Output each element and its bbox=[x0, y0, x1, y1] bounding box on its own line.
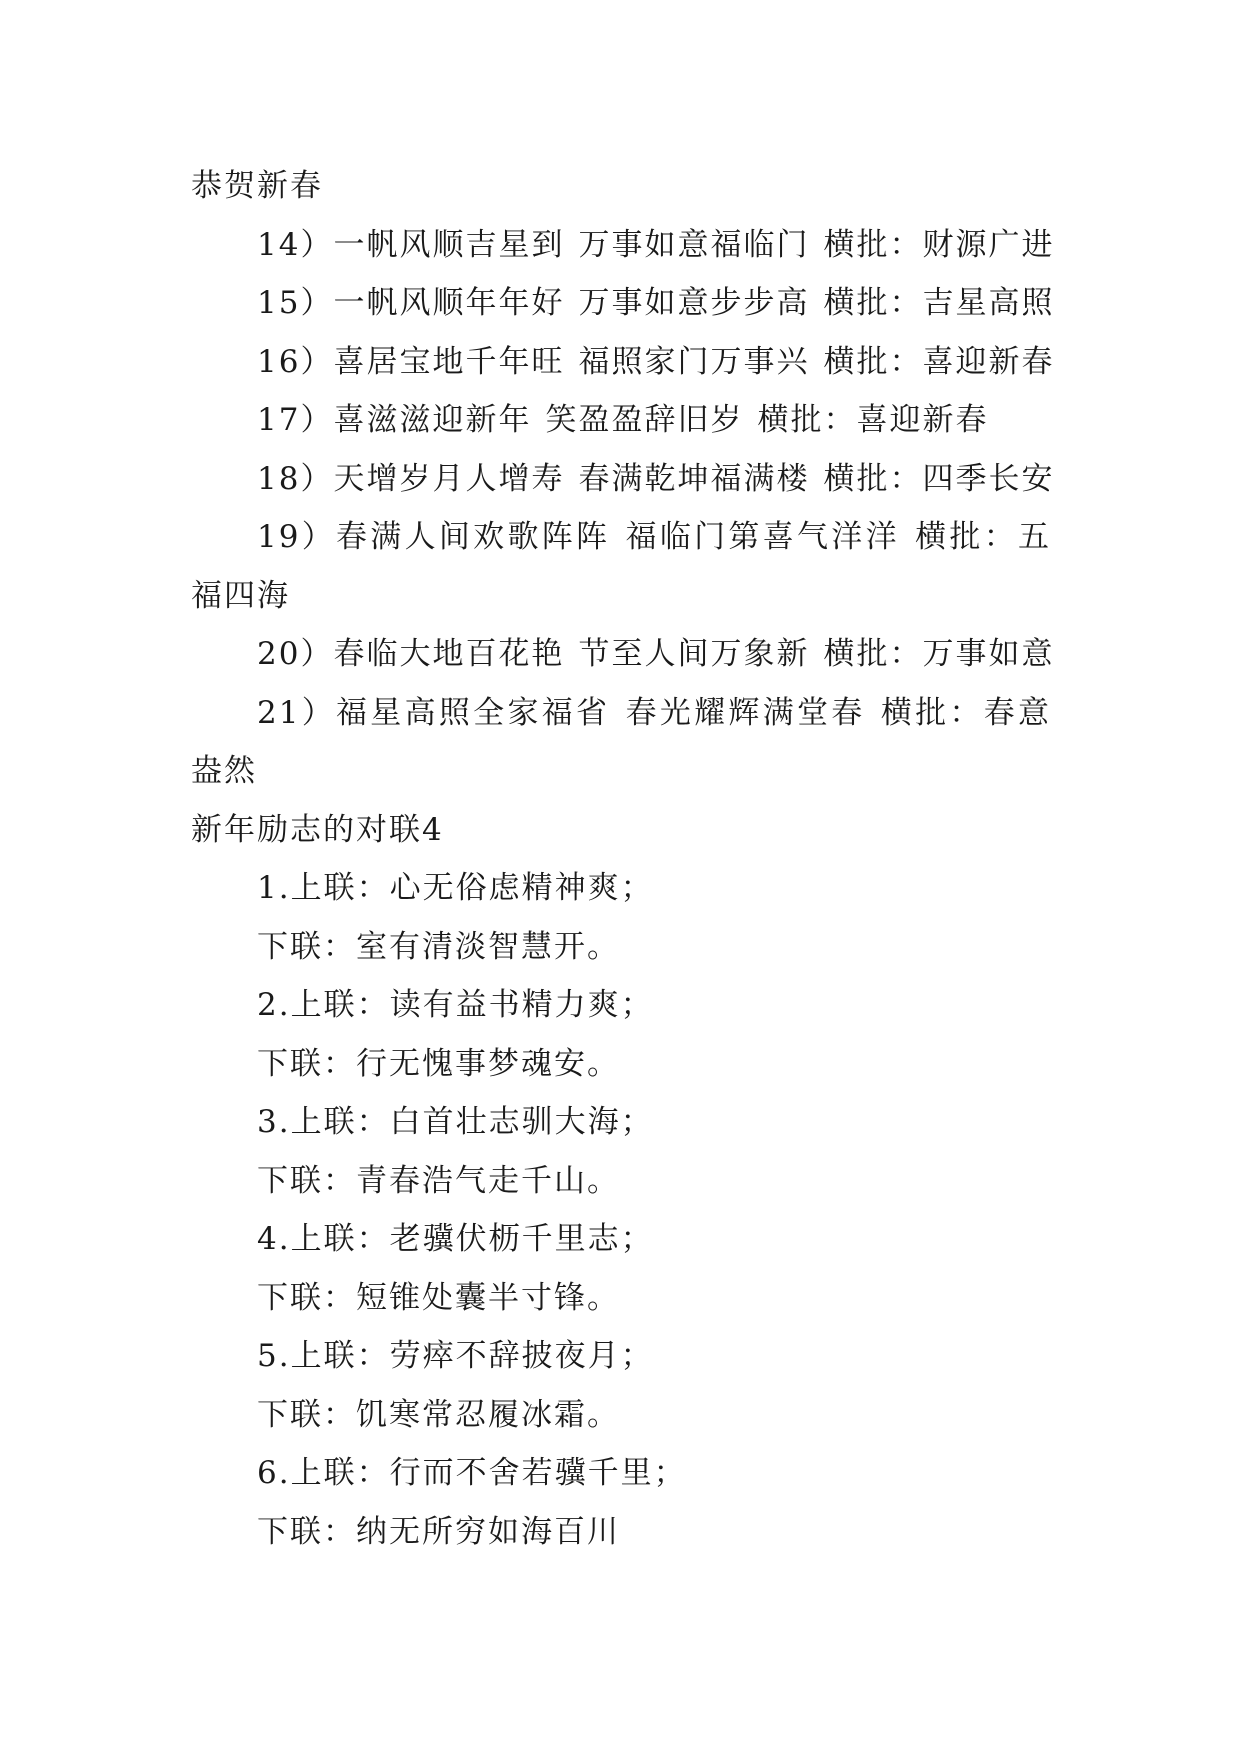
intro-tail-text: 恭贺新春 bbox=[191, 168, 323, 204]
couplet-upper-line: 2.上联：读有益书精力爽； bbox=[257, 987, 654, 1023]
couplet-number: 17） bbox=[257, 402, 334, 438]
couplet-number: 18） bbox=[257, 460, 334, 497]
couplet-lower: 笑盈盈辞旧岁 bbox=[545, 402, 744, 438]
couplet-item bbox=[191, 333, 1055, 392]
couplet-banner: 横批：万事如意 bbox=[823, 636, 1055, 672]
couplet-upper: 一帆风顺吉星到 bbox=[333, 226, 565, 263]
couplet-lower: 春满乾坤福满楼 bbox=[578, 460, 810, 497]
couplet-upper-line: 5.上联：劳瘁不辞披夜月； bbox=[257, 1338, 654, 1374]
couplet-number: 15） bbox=[257, 285, 334, 321]
couplet-number: 21） bbox=[257, 694, 337, 731]
document-body bbox=[191, 157, 1055, 1561]
couplet-item bbox=[191, 391, 1051, 450]
couplet-lower-line: 下联：室有清淡智慧开。 bbox=[257, 928, 620, 965]
couplet-lower-line: 下联：短锥处囊半寸锋。 bbox=[257, 1279, 620, 1316]
couplet-upper-line: 3.上联：白首壮志驯大海； bbox=[257, 1104, 654, 1140]
couplet-upper-line: 1.上联：心无俗虑精神爽； bbox=[257, 870, 654, 906]
couplet-item bbox=[191, 216, 1055, 275]
couplet-upper-line: 6.上联：行而不舍若骥千里； bbox=[257, 1455, 687, 1491]
couplet-lower-line: 下联：饥寒常忍履冰霜。 bbox=[257, 1396, 620, 1433]
couplet-lower: 万事如意福临门 bbox=[578, 226, 810, 263]
couplet-banner: 横批：春意盎然 bbox=[191, 694, 1052, 789]
couplet-banner: 横批：喜迎新春 bbox=[757, 402, 989, 438]
couplet-lower: 节至人间万象新 bbox=[578, 636, 810, 672]
couplet-lower: 春光耀辉满堂春 bbox=[624, 694, 866, 731]
couplet-upper: 春满人间欢歌阵阵 bbox=[336, 519, 611, 555]
couplet-lower-line: 下联：青春浩气走千山。 bbox=[257, 1162, 620, 1199]
couplet-lower: 万事如意步步高 bbox=[578, 285, 810, 321]
couplet-banner: 横批：喜迎新春 bbox=[823, 343, 1055, 380]
couplet-upper: 春临大地百花艳 bbox=[333, 636, 565, 672]
couplet-banner: 横批：四季长安 bbox=[823, 460, 1055, 497]
couplet-lower-line: 下联：纳无所穷如海百川 bbox=[257, 1513, 620, 1550]
couplet-lower: 福临门第喜气洋洋 bbox=[624, 519, 900, 555]
couplet-number: 19） bbox=[257, 519, 337, 555]
couplet-lower-line: 下联：行无愧事梦魂安。 bbox=[257, 1045, 620, 1082]
section-title: 新年励志的对联4 bbox=[191, 811, 444, 848]
couplet-banner: 横批：吉星高照 bbox=[823, 285, 1055, 321]
couplet-upper: 一帆风顺年年好 bbox=[333, 285, 565, 321]
couplet-item bbox=[191, 274, 1055, 333]
couplet-number: 14） bbox=[257, 226, 334, 263]
couplet-upper: 喜居宝地千年旺 bbox=[333, 343, 565, 380]
couplet-item bbox=[191, 684, 1051, 801]
couplet-upper: 福星高照全家福省 bbox=[336, 694, 611, 731]
couplet-upper: 喜滋滋迎新年 bbox=[333, 402, 532, 438]
couplet-item bbox=[191, 508, 1051, 625]
couplet-item bbox=[191, 625, 1055, 684]
couplet-upper: 天增岁月人增寿 bbox=[333, 460, 565, 497]
couplet-item bbox=[191, 450, 1055, 509]
couplet-number: 16） bbox=[257, 343, 334, 380]
couplet-upper-line: 4.上联：老骥伏枥千里志； bbox=[257, 1221, 654, 1257]
couplet-banner: 横批：五福四海 bbox=[191, 519, 1051, 614]
couplet-banner: 横批：财源广进 bbox=[823, 226, 1055, 263]
couplet-lower: 福照家门万事兴 bbox=[578, 343, 810, 380]
couplet-number: 20） bbox=[257, 636, 334, 672]
